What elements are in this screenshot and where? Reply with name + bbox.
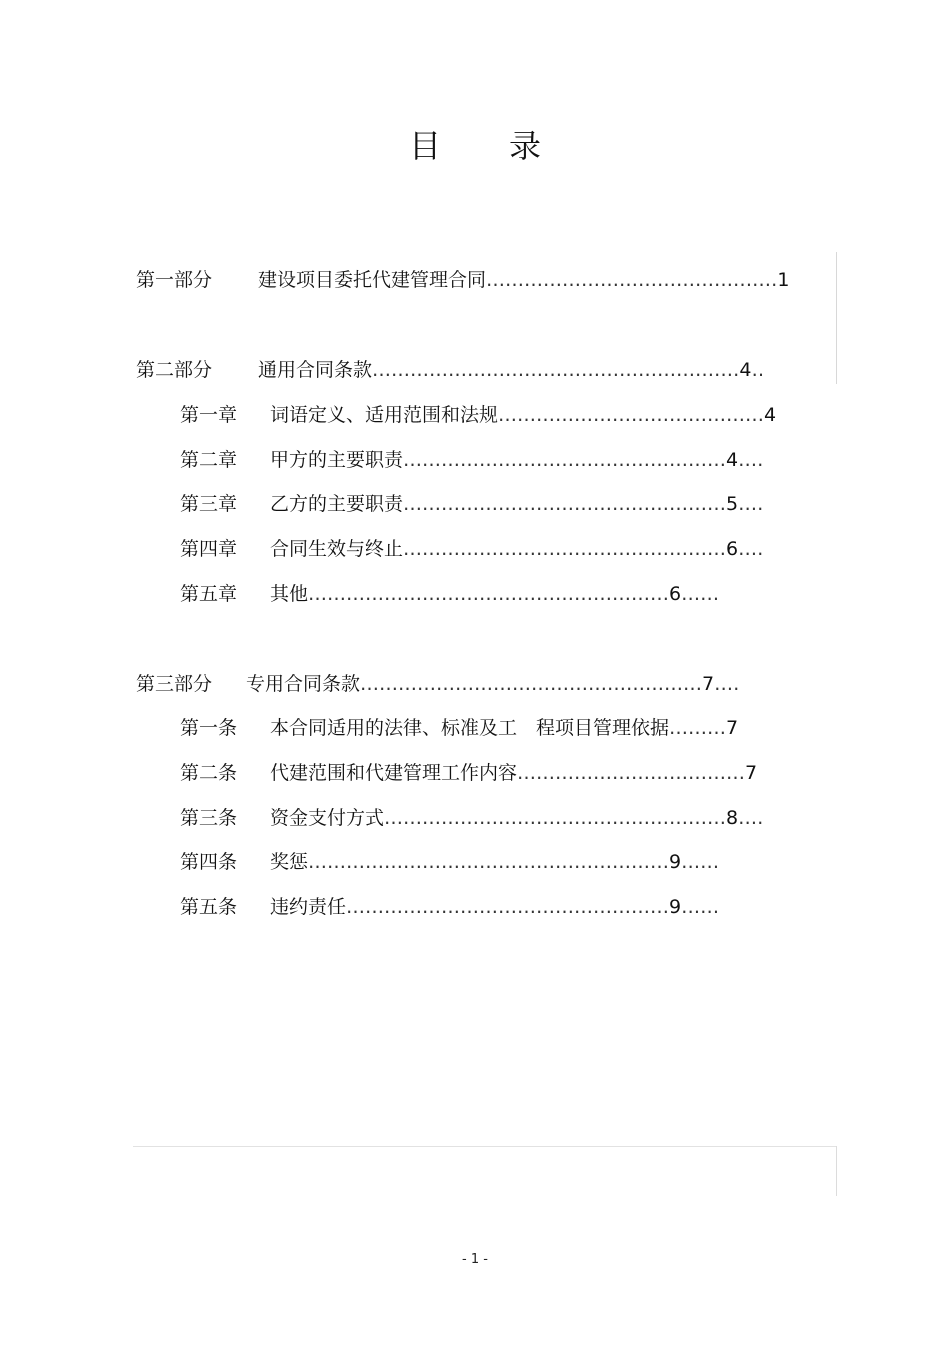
- toc-entry-title: 乙方的主要职责: [270, 493, 404, 515]
- toc-leader-dots: ……………………………………………: [403, 493, 727, 515]
- toc-entry-title: 词语定义、适用范围和法规: [270, 404, 499, 426]
- toc-leader-dots: ……………………………………: [498, 404, 765, 426]
- toc-leader-tail: ‥: [751, 359, 765, 381]
- toc-entry-chapter-1[interactable]: [180, 401, 776, 429]
- toc-entry-page: 7: [726, 717, 739, 739]
- toc-entry-title: 违约责任: [270, 896, 347, 918]
- toc-entry-page: 4: [739, 359, 752, 381]
- toc-leader-dots: ……………………………………………: [403, 538, 727, 560]
- toc-entry-number: 第五章: [180, 583, 238, 605]
- toc-entry-number: 第三部分: [136, 673, 213, 695]
- toc-leader-dots: ………………………………………………: [360, 673, 703, 695]
- toc-entry-number: 第一章: [180, 404, 238, 426]
- toc-entry-page: 5: [726, 493, 739, 515]
- toc-entry-page: 9: [669, 851, 682, 873]
- toc-entry-page: 6: [726, 538, 739, 560]
- toc-entry-number: 第三条: [180, 807, 238, 829]
- toc-leader-dots: ……………………………………………: [346, 896, 670, 918]
- toc-entry-title: 代建范围和代建管理工作内容: [270, 762, 518, 784]
- toc-entry-title: 专用合同条款: [246, 673, 361, 695]
- toc-leader-dots: ………: [669, 717, 727, 739]
- toc-entry-article-4[interactable]: [180, 848, 719, 876]
- toc-entry-page: 4: [726, 449, 739, 471]
- toc-leader-dots: …………………………………‥‥…: [486, 269, 778, 291]
- toc-entry-part-1[interactable]: [136, 266, 789, 294]
- toc-entry-page: 4: [764, 404, 777, 426]
- toc-leader-dots: ………………………………: [517, 762, 746, 784]
- toc-entry-page: 1: [777, 269, 790, 291]
- toc-entry-page: 9: [669, 896, 682, 918]
- toc-entry-number: 第一部分: [136, 269, 213, 291]
- toc-entry-chapter-4[interactable]: [180, 535, 763, 563]
- toc-leader-tail: ……: [681, 851, 720, 873]
- toc-leader-tail: ‥‥: [738, 807, 764, 829]
- toc-entry-title: 奖惩: [270, 851, 309, 873]
- footer-rule: [133, 1146, 837, 1147]
- toc-entry-title: 建设项目委托代建管理合同: [258, 269, 487, 291]
- toc-entry-title: 甲方的主要职责: [270, 449, 404, 471]
- toc-entry-number: 第二部分: [136, 359, 213, 381]
- toc-entry-chapter-5[interactable]: [180, 580, 719, 608]
- toc-entry-title: 其他: [270, 583, 309, 605]
- toc-entry-article-3[interactable]: [180, 804, 763, 832]
- toc-leader-dots: ……………………………………………: [403, 449, 727, 471]
- page-number: - 1 -: [462, 1252, 488, 1267]
- toc-entry-page: 8: [726, 807, 739, 829]
- toc-entry-page: 7: [745, 762, 758, 784]
- toc-entry-title: 本合同适用的法律、标准及工 程项目管理依据: [270, 717, 670, 739]
- toc-leader-dots: …………………………………………………: [308, 851, 670, 873]
- toc-entry-number: 第二章: [180, 449, 238, 471]
- page-title: 目录: [408, 127, 609, 165]
- toc-leader-tail: ……: [681, 583, 720, 605]
- toc-entry-title: 合同生效与终止: [270, 538, 404, 560]
- toc-leader-dots: …………………‥‥……………………………: [372, 359, 740, 381]
- toc-leader-tail: ‥‥: [738, 449, 764, 471]
- toc-entry-number: 第二条: [180, 762, 238, 784]
- toc-leader-dots: ………………………………………………: [384, 807, 727, 829]
- toc-leader-tail: ‥‥: [738, 538, 764, 560]
- toc-entry-number: 第五条: [180, 896, 238, 918]
- toc-entry-part-2[interactable]: [136, 356, 764, 384]
- toc-entry-page: 7: [702, 673, 715, 695]
- toc-entry-number: 第四章: [180, 538, 238, 560]
- toc-entry-article-1[interactable]: [180, 714, 738, 742]
- toc-leader-tail: ‥‥: [738, 493, 764, 515]
- toc-entry-number: 第三章: [180, 493, 238, 515]
- toc-leader-dots: …………………………………………………: [308, 583, 670, 605]
- toc-entry-article-5[interactable]: [180, 893, 719, 921]
- toc-entry-number: 第四条: [180, 851, 238, 873]
- toc-entry-chapter-2[interactable]: [180, 446, 763, 474]
- toc-entry-page: 6: [669, 583, 682, 605]
- toc-entry-chapter-3[interactable]: [180, 490, 763, 518]
- toc-entry-number: 第一条: [180, 717, 238, 739]
- toc-entry-title: 资金支付方式: [270, 807, 385, 829]
- toc-leader-tail: ……: [681, 896, 720, 918]
- toc-entry-title: 通用合同条款: [258, 359, 373, 381]
- toc-entry-part-3[interactable]: [136, 670, 739, 698]
- margin-rule-bottom: [836, 1146, 837, 1196]
- toc-leader-tail: ‥‥: [714, 673, 740, 695]
- toc-entry-article-2[interactable]: [180, 759, 757, 787]
